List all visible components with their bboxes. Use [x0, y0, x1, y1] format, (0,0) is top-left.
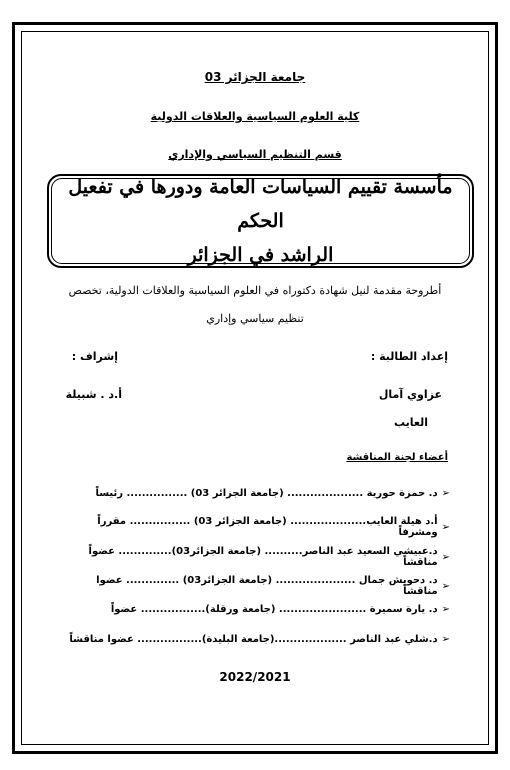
- arrow-icon: ➢: [441, 604, 450, 615]
- committee-member: ➢ د. حمزة حورية .................... (جامعة الجزائر 03) ................ رئيساً: [95, 488, 450, 499]
- arrow-icon: ➢: [441, 488, 450, 499]
- committee-member: ➢ أ.د هيلة العايب.................... (جامعة الجزائر 03) ................ مقرراً ومشرفاً: [97, 516, 450, 538]
- title-box: [51, 178, 470, 264]
- thesis-line-1: أطروحة مقدمة لنيل شهادة دكتوراه في العلوم السياسية والعلاقات الدولية، تخصص: [68, 284, 442, 297]
- arrow-icon: ➢: [441, 551, 450, 563]
- arrow-icon: ➢: [441, 521, 450, 533]
- title-line-2: الراشد في الجزائر: [187, 244, 334, 266]
- committee-member: ➢ د. يارة سميرة ....................... (جامعة ورقلة)................. عضواً: [110, 604, 450, 615]
- student-name: عزاوي آمال: [378, 388, 442, 401]
- university-name: جامعة الجزائر 03: [204, 70, 306, 84]
- supervisor-label: إشراف :: [71, 350, 118, 363]
- supervisor-name: أ.د . شبيلة: [65, 388, 122, 401]
- arrow-icon: ➢: [441, 580, 450, 592]
- committee-member: ➢ د. دحويش جمال ..................... (جامعة الجزائر03) .............. عضوا مناقشاً: [96, 575, 450, 597]
- student-name-2: العايب: [393, 416, 428, 429]
- committee-member: ➢ د.شلي عبد الناصر ...................(جامعة البليدة)................. عضوا مناقشاً: [69, 634, 450, 645]
- committee-label: أعضاء لجنة المناقشة: [346, 452, 448, 463]
- faculty-name: كلية العلوم السياسية والعلاقات الدولية: [150, 110, 360, 123]
- department-name: قسم التنظيم السياسي والإداري: [168, 148, 342, 161]
- thesis-line-2: تنظيم سياسي وإداري: [206, 312, 304, 325]
- committee-member: ➢ د.عبيشي السعيد عبد الناصر.......... (جامعة الجزائر03).............. عضواً مناقشاً: [88, 546, 450, 568]
- students-label: إعداد الطالبة :: [370, 350, 448, 363]
- academic-year: 2022/2021: [219, 670, 291, 684]
- arrow-icon: ➢: [441, 634, 450, 645]
- title-line-1: مأسسة تقييم السياسات العامة ودورها في تفعيل الحكم: [68, 176, 453, 232]
